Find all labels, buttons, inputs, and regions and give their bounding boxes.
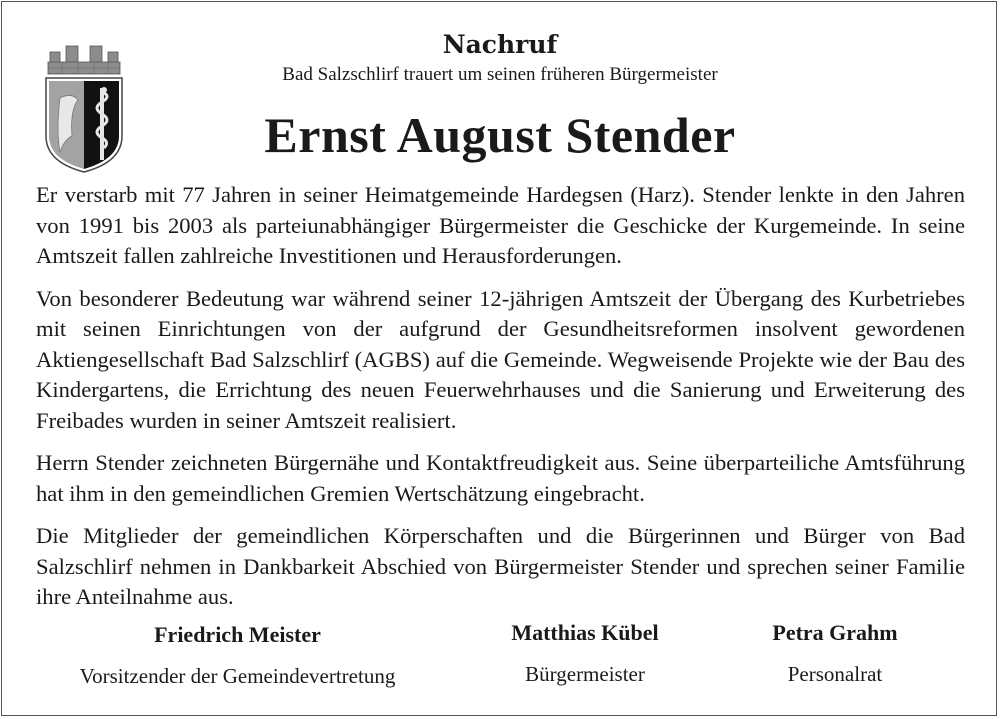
deceased-name: Ernst August Stender	[264, 107, 736, 163]
signatory	[735, 620, 935, 687]
signatory-name: Petra Grahm	[772, 620, 898, 645]
signatory-role: Personalrat	[787, 662, 883, 686]
signatory-name: Matthias Kübel	[511, 620, 659, 645]
signatory	[30, 622, 445, 689]
notice-body	[36, 180, 965, 625]
paragraph: Er verstarb mit 77 Jahren in seiner Heimatgemeinde Hardegsen (Harz). Stender lenkte in den Jahren von 1991 bis 2003 als parteiunabhängiger Bürgermeister die Geschicke der Kurgemeinde. In seine Amtszeit fallen zahlreiche Investitionen und Herausforderungen.	[36, 182, 965, 268]
tower-crown	[48, 46, 120, 74]
municipal-coat-of-arms-icon	[42, 40, 126, 174]
signatory-name: Friedrich Meister	[154, 622, 321, 647]
paragraph: Die Mitglieder der gemeindlichen Körperschaften und die Bürgerinnen und Bürger von Bad Salzschlirf nehmen in Dankbarkeit Abschied von Bürgermeister Stender und sprechen seiner Familie ihre Anteilnahme aus.	[36, 523, 965, 609]
notice-heading: Nachruf	[442, 30, 558, 59]
paragraph: Herrn Stender zeichneten Bürgernähe und Kontaktfreudigkeit aus. Seine überparteiliche Amtsführung hat ihm in den gemeindlichen Gremien Wertschätzung eingebracht.	[36, 450, 965, 506]
paragraph: Von besonderer Bedeutung war während seiner 12-jährigen Amtszeit der Übergang des Kurbetriebes mit seinen Einrichtungen von der aufgrund der Gesundheitsreformen insolvent gewordenen Aktiengesellschaft Bad Salzschlirf (AGBS) auf die Gemeinde. Wegweisende Projekte wie der Bau des Kindergartens, die Errichtung des neuen Feuerwehrhauses und die Sanierung und Erweiterung des Freibades wurden in seiner Amtszeit realisiert.	[36, 285, 965, 433]
notice-subtitle: Bad Salzschlirf trauert um seinen früheren Bürgermeister	[282, 64, 718, 85]
signatory	[470, 620, 700, 687]
signatory-role: Bürgermeister	[525, 662, 645, 686]
signatory-role: Vorsitzender der Gemeindevertretung	[79, 664, 396, 688]
